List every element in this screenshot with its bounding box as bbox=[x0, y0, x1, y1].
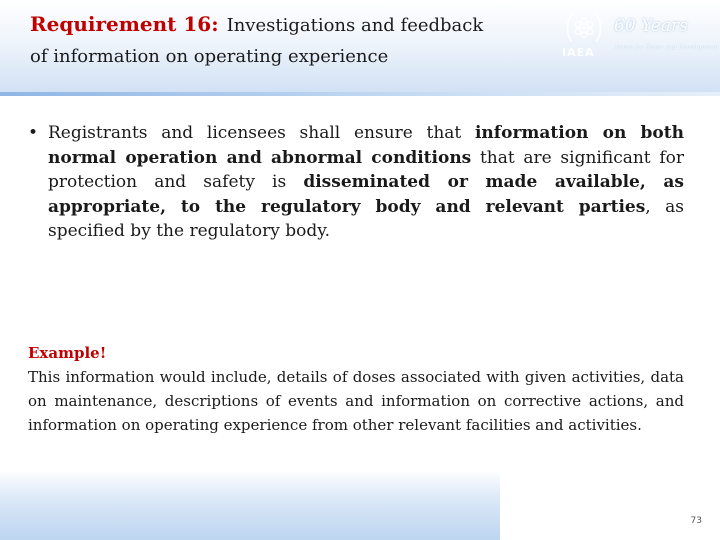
bullet-segment: that are significant for protection and safety is bbox=[48, 147, 684, 192]
example-section bbox=[28, 341, 684, 437]
slide-title bbox=[30, 12, 570, 67]
iaea-60-years-logo bbox=[556, 8, 719, 64]
example-heading: Example! bbox=[28, 344, 107, 362]
logo-tagline: Atoms for Peace and Development bbox=[614, 44, 719, 51]
requirement-bullet bbox=[28, 121, 684, 244]
bullet-segment: Registrants and licensees shall ensure that bbox=[48, 123, 475, 143]
title-requirement: Requirement 16: bbox=[30, 12, 219, 36]
sixty-years-label: 60 Years bbox=[614, 16, 688, 36]
bullet-text bbox=[48, 121, 684, 244]
bullet-segment: , as specified by the regulatory body. bbox=[48, 196, 684, 241]
bullet-segment-bold: information on both normal operation and abnormal conditions bbox=[48, 123, 684, 168]
page-number: 73 bbox=[690, 516, 702, 526]
footer-gradient bbox=[0, 470, 500, 540]
bullet-marker: • bbox=[28, 123, 39, 143]
example-body: This information would include, details of doses associated with given activities, data on maintenance, descriptions of events and information on corrective actions, and information on operating experience from other relevant facilities and activities. bbox=[28, 368, 684, 434]
iaea-wordmark: IAEA bbox=[562, 46, 595, 59]
iaea-atom-emblem-icon bbox=[564, 8, 604, 48]
title-subject-line2: of information on operating experience bbox=[30, 46, 389, 67]
bullet-segment-bold: disseminated or made available, as appropriate, to the regulatory body and relevant parties bbox=[48, 172, 685, 217]
footer-panel bbox=[500, 470, 720, 540]
title-subject: Investigations and feedback bbox=[226, 15, 484, 36]
